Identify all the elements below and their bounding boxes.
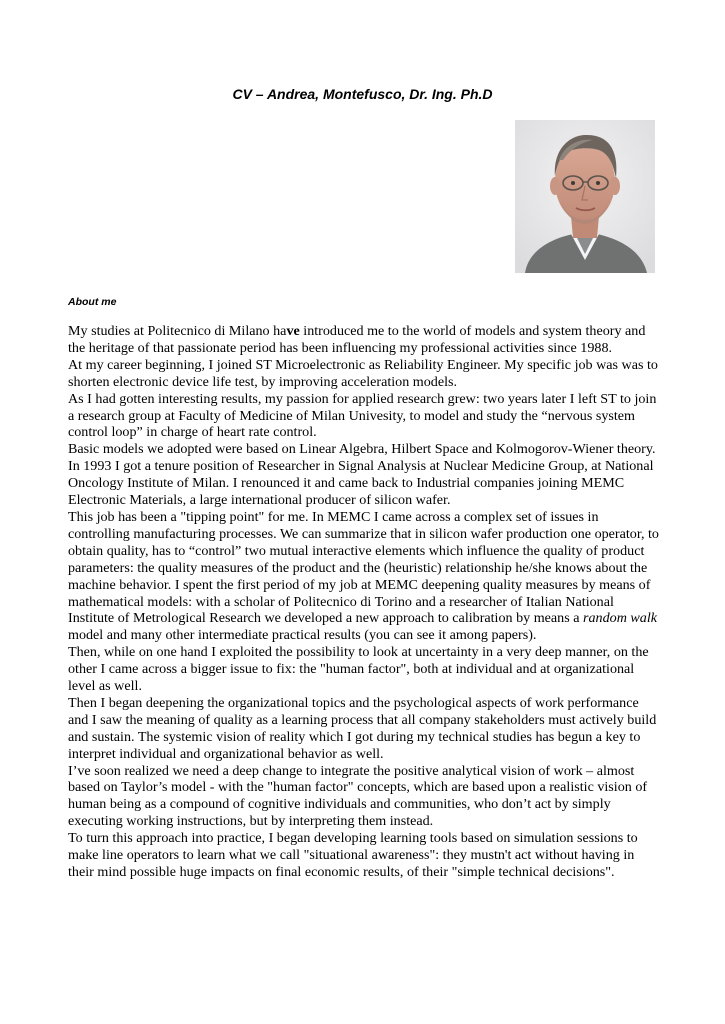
paragraph-6-text: This job has been a "tipping point" for me. In MEMC I came across a complex set of issues in controlling manufacturing processes. We can summarize that in silicon wafer production one operator, to obtain quality, has to “control” two mutual interactive elements which influence the quality of product parameters: the quality measures of the product and the (heuristic) relationship he/she knows about the machine behavior. I spent the first period of my job at MEMC deepening quality measures by means of mathematical models: with a scholar of Politecnico di Torino and a researcher of Italian National Institute of Metrological Research we developed a new approach to calibration by means a: [68, 508, 659, 627]
paragraph-1-bold: ve: [286, 323, 300, 339]
about-me-text: [68, 323, 660, 881]
paragraph-6-text-end: model and many other intermediate practical results (you can see it among papers).: [68, 627, 537, 644]
paragraph-1-text: My studies at Politecnico di Milano ha: [68, 323, 287, 339]
paragraph-6-italic: random walk: [583, 610, 658, 627]
paragraph-4: Basic models we adopted were based on Linear Algebra, Hilbert Space and Kolmogorov-Wiener theory.: [68, 441, 656, 458]
paragraph-1: [68, 323, 660, 357]
paragraph-10: To turn this approach into practice, I began developing learning tools based on simulation sessions to make line operators to learn what we call "situational awareness": they mustn't act without having in their mind possible huge impacts on final economic results, of their "simple technical decisions".: [68, 830, 638, 880]
paragraph-1-text-end: introduced me to the world of models and system theory and the heritage of that passionate period has been influencing my professional activities since 1988.: [68, 323, 646, 356]
paragraph-9: I’ve soon realized we need a deep change to integrate the positive analytical vision of work – almost based on Taylor’s model - with the "human factor" concepts, which are based upon a realistic vision of human being as a compound of cognitive individuals and communities, who don’t act by simply executing working instructions, but by interpreting them instead.: [68, 762, 648, 830]
paragraph-3: As I had gotten interesting results, my passion for applied research grew: two years later I left ST to join a research group at Faculty of Medicine of Milan Univesity, to model and study the “nervous system control loop” in charge of heart rate control.: [68, 390, 657, 441]
paragraph-7: Then, while on one hand I exploited the possibility to look at uncertainty in a very deep manner, on the other I came across a bigger issue to fix: the "human factor", both at individual and at organizational level as well.: [68, 644, 649, 695]
portrait-photo: [515, 120, 655, 273]
page-title: CV – Andrea, Montefusco, Dr. Ing. Ph.D: [232, 86, 493, 102]
paragraph-8: Then I began deepening the organizational topics and the psychological aspects of work performance and I saw the meaning of quality as a learning process that all company stakeholders must actively build and sustain. The systemic vision of reality which I got during my technical studies has begun a key to interpret individual and organizational behavior as well.: [68, 694, 657, 762]
paragraph-2: At my career beginning, I joined ST Microelectronic as Reliability Engineer. My specific job was was to shorten electronic device life test, by improving acceleration models.: [68, 356, 658, 390]
paragraph-5: In 1993 I got a tenure position of Researcher in Signal Analysis at Nuclear Medicine Group, at National Oncology Institute of Milan. I renounced it and came back to Industrial companies joining MEMC Electronic Materials, a large international producer of silicon wafer.: [68, 458, 654, 509]
portrait-icon: [515, 120, 655, 273]
about-me-heading: About me: [68, 296, 117, 308]
paragraph-6: [68, 509, 660, 644]
